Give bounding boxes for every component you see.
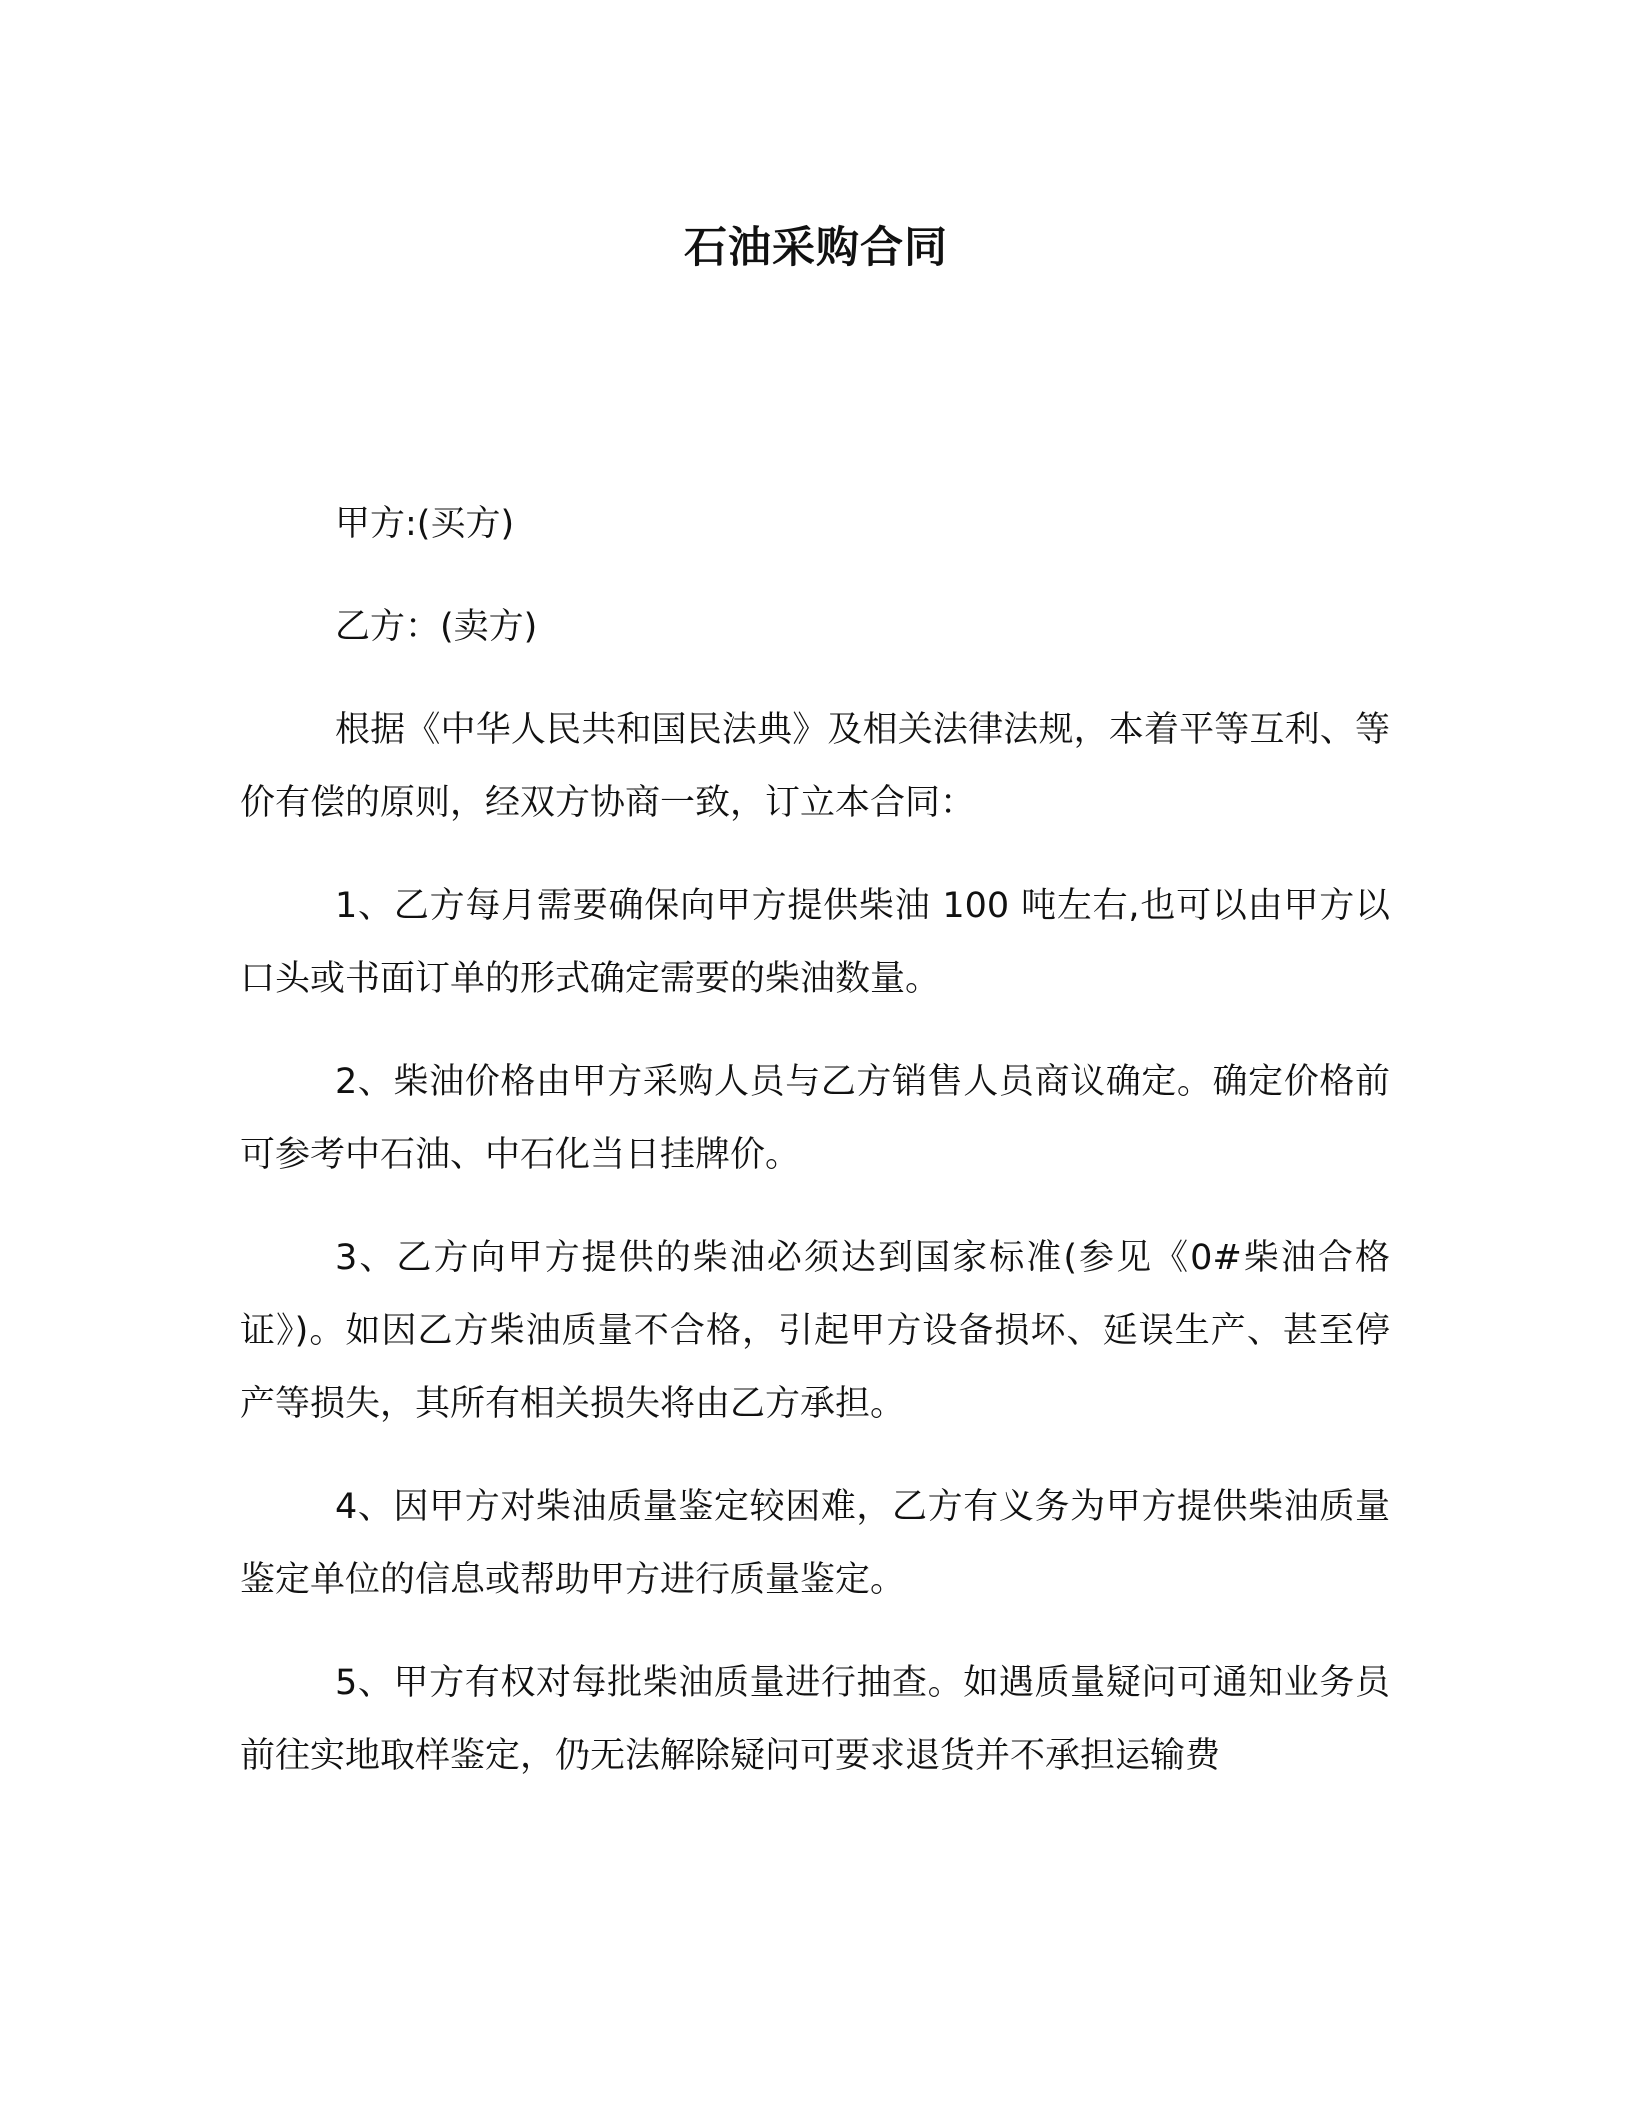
party-b-line: 乙方：(卖方) [335,607,538,647]
preamble-paragraph: 根据《中华人民共和国民法典》及相关法律法规，本着平等互利、等价有偿的原则，经双方协商一致，订立本合同： [240,710,1390,823]
clause-1-paragraph: 1、乙方每月需要确保向甲方提供柴油 100 吨左右,也可以由甲方以口头或书面订单的形式确定需要的柴油数量。 [240,886,1390,999]
document-title: 石油采购合同 [684,223,948,273]
clause-4-paragraph: 4、因甲方对柴油质量鉴定较困难，乙方有义务为甲方提供柴油质量鉴定单位的信息或帮助甲方进行质量鉴定。 [240,1487,1390,1600]
document-body [240,488,1390,1823]
party-a-line: 甲方:(买方) [335,504,515,544]
clause-3-paragraph: 3、乙方向甲方提供的柴油必须达到国家标准(参见《0#柴油合格证》)。如因乙方柴油质量不合格，引起甲方设备损坏、延误生产、甚至停产等损失，其所有相关损失将由乙方承担。 [240,1238,1390,1424]
clause-2-paragraph: 2、柴油价格由甲方采购人员与乙方销售人员商议确定。确定价格前可参考中石油、中石化当日挂牌价。 [240,1062,1390,1175]
clause-5-paragraph: 5、甲方有权对每批柴油质量进行抽查。如遇质量疑问可通知业务员前往实地取样鉴定，仍无法解除疑问可要求退货并不承担运输费 [240,1663,1390,1776]
